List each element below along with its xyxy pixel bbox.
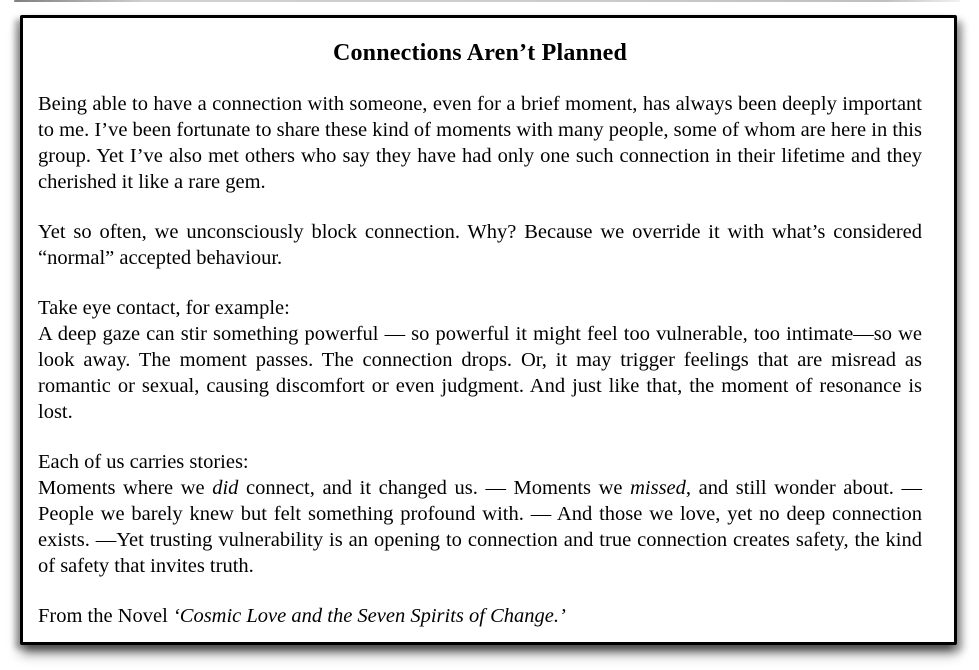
attribution-line xyxy=(38,603,922,629)
paragraph-text: , and still wonder about. — People we barely knew but felt something profound with. — And those we love, yet no deep connection exists. —Yet trusting vulnerability is an opening to connection and true connection creates safety, the kind of safety that invites truth. xyxy=(38,477,922,577)
photo-edge-artifact xyxy=(14,0,960,2)
document-page xyxy=(20,15,957,645)
paragraph-text: Yet so often, we unconsciously block connection. Why? Because we override it with what’s considered “normal” accepted behaviour. xyxy=(38,221,922,269)
novel-title-italic: ‘Cosmic Love and the Seven Spirits of Change.’ xyxy=(172,605,566,627)
paragraph-eye-contact xyxy=(38,295,922,425)
paragraph-lead: Each of us carries stories: xyxy=(38,451,249,473)
document-title: Connections Aren’t Planned xyxy=(332,40,628,66)
paragraph-text: connect, and it changed us. — Moments we xyxy=(238,477,631,499)
paragraph-connection-importance xyxy=(38,91,922,195)
paragraph-blocking-connection xyxy=(38,219,922,271)
paragraph-text: Moments where we xyxy=(38,477,213,499)
paragraph-text: A deep gaze can stir something powerful — so powerful it might feel too vulnerable, too intimate—so we look away. The moment passes. The connection drops. Or, it may trigger feelings that are misread as romantic or sexual, causing discomfort or even judgment. And just like that, the moment of resonance is lost. xyxy=(38,323,922,423)
italic-emphasis-did: did xyxy=(212,477,239,499)
paragraph-stories xyxy=(38,449,922,579)
attribution-prefix: From the Novel xyxy=(38,605,173,627)
paragraph-lead: Take eye contact, for example: xyxy=(38,297,290,319)
paragraph-text: Being able to have a connection with someone, even for a brief moment, has always been deeply important to me. I’ve been fortunate to share these kind of moments with many people, some of whom are here in this group. Yet I’ve also met others who say they have had only one such connection in their lifetime and they cherished it like a rare gem. xyxy=(38,93,922,193)
italic-emphasis-missed: missed xyxy=(630,477,686,499)
